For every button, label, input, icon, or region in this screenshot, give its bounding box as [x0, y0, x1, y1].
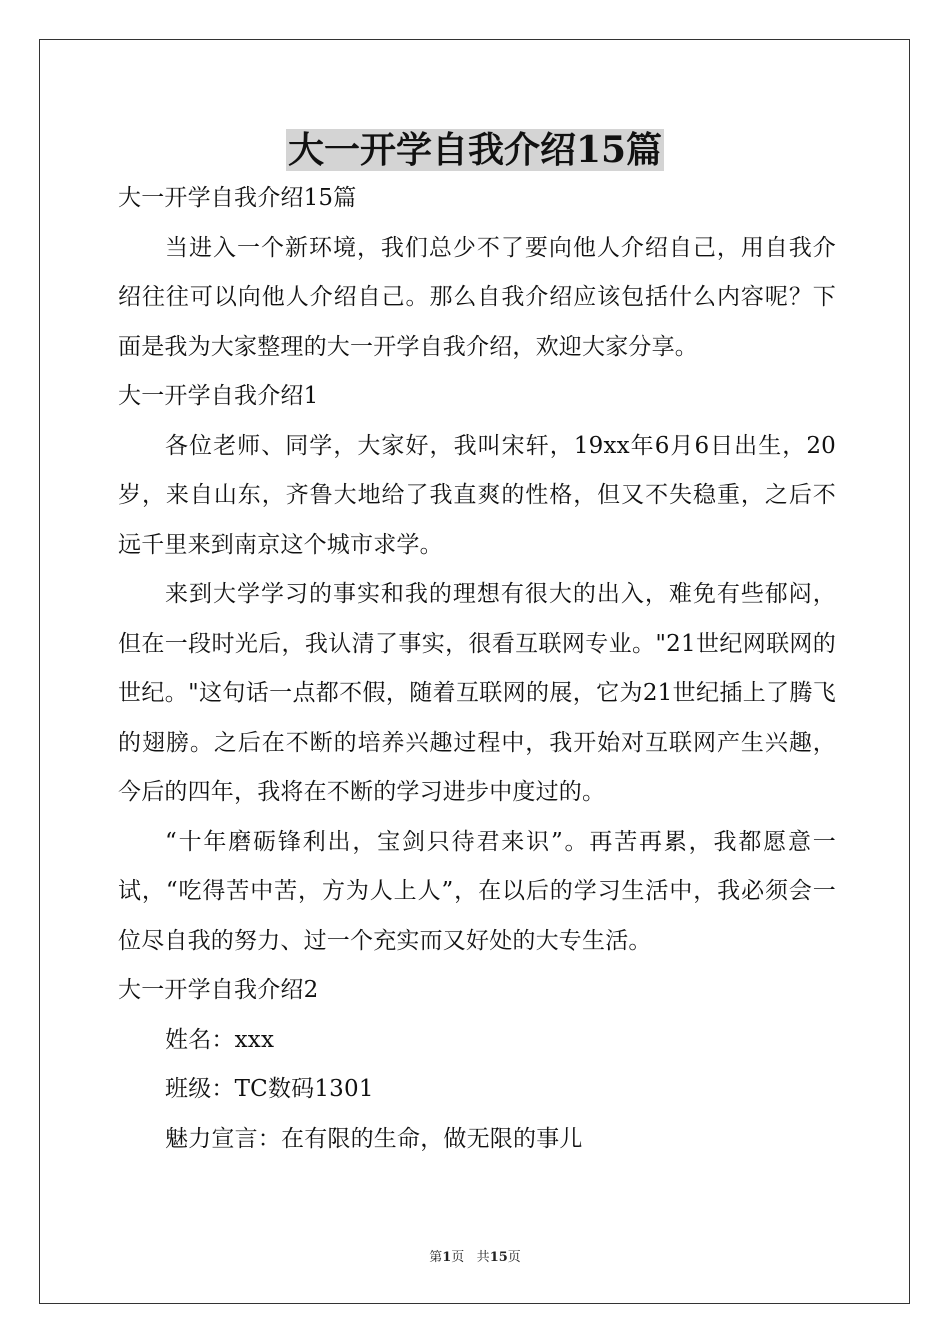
footer-page-suffix: 页: [451, 1250, 465, 1265]
document-body: [118, 174, 836, 1164]
section-heading-1: 大一开学自我介绍1: [118, 383, 319, 409]
footer-total-prefix: 共: [476, 1250, 490, 1265]
document-title-text: 大一开学自我介绍15篇: [287, 129, 663, 171]
footer-page-prefix: 第: [429, 1250, 443, 1265]
page-footer: [0, 1249, 950, 1267]
footer-total-pages: 15: [489, 1250, 508, 1265]
paragraph-intro: 当进入一个新环境，我们总少不了要向他人介绍自己，用自我介绍往往可以向他人介绍自己。那么自我介绍应该包括什么内容呢？下面是我为大家整理的大一开学自我介绍，欢迎大家分享。: [118, 234, 836, 360]
paragraph-1a: 各位老师、同学，大家好，我叫宋轩，19xx年6月6日出生，20岁，来自山东，齐鲁大地给了我直爽的性格，但又不失稳重，之后不远千里来到南京这个城市求学。: [118, 432, 836, 558]
document-title: [0, 124, 950, 176]
field-class: 班级：TC数码1301: [165, 1076, 374, 1102]
footer-page-number: 1: [442, 1250, 452, 1265]
field-motto: 魅力宣言：在有限的生命，做无限的事儿: [165, 1125, 583, 1152]
section-heading-intro: 大一开学自我介绍15篇: [118, 185, 357, 211]
paragraph-1b: 来到大学学习的事实和我的理想有很大的出入，难免有些郁闷，但在一段时光后，我认清了事实，很看互联网专业。"21世纪网联网的世纪。"这句话一点都不假，随着互联网的展，它为21世纪插上了腾飞的翅膀。之后在不断的培养兴趣过程中，我开始对互联网产生兴趣，今后的四年，我将在不断的学习进步中度过的。: [118, 581, 836, 805]
field-name: 姓名：xxx: [165, 1026, 275, 1053]
footer-total-suffix: 页: [507, 1250, 521, 1265]
paragraph-1c: “十年磨砺锋利出，宝剑只待君来识”。再苦再累，我都愿意一试，“吃得苦中苦，方为人上人”，在以后的学习生活中，我必须会一位尽自我的努力、过一个充实而又好处的大专生活。: [118, 828, 836, 954]
section-heading-2: 大一开学自我介绍2: [118, 977, 319, 1003]
